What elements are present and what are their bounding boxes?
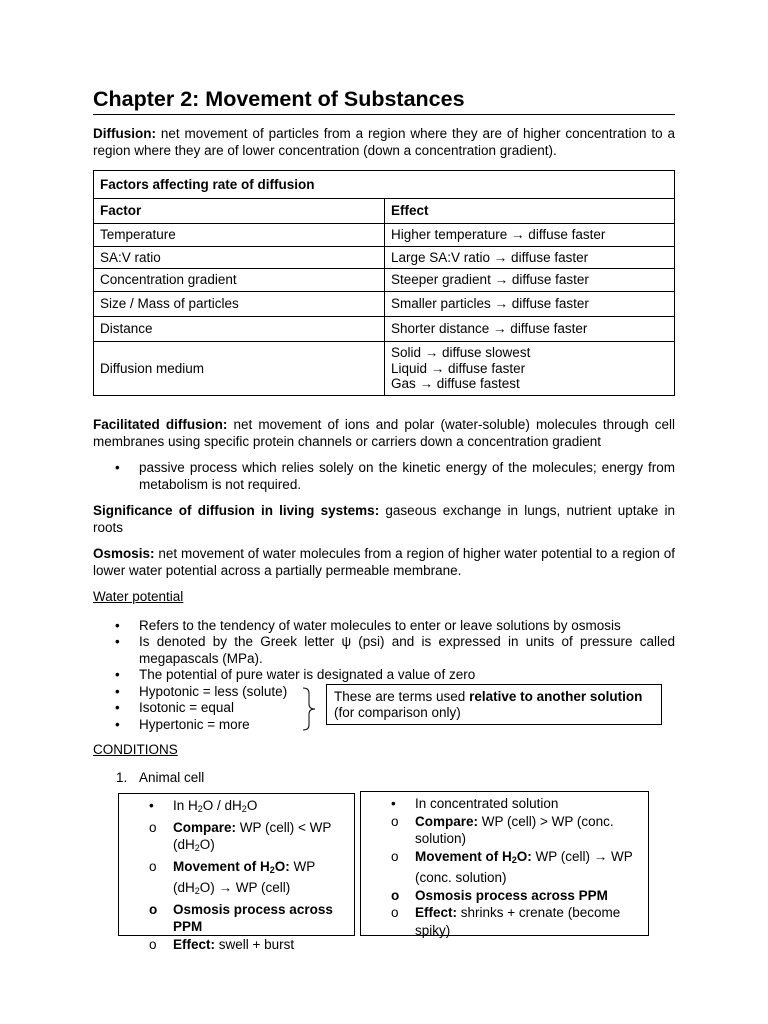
facilitated-term: Facilitated diffusion: [93, 417, 228, 432]
circle-bullet-icon: o [391, 813, 399, 829]
list-item: • In concentrated solution [391, 796, 559, 811]
list-item: • The potential of pure water is designated a value of zero [115, 667, 476, 682]
list-item: • Hypertonic = more [115, 716, 250, 732]
chapter-title: Chapter 2: Movement of Substances [93, 85, 675, 115]
page-content [93, 85, 675, 952]
circle-bullet-icon: o [149, 858, 157, 874]
effect-cell: Solid → diffuse slowest Liquid → diffuse faster Gas → diffuse fastest [385, 342, 675, 396]
list-item: o Compare: WP (cell) > WP (conc. solution) [391, 813, 614, 846]
osmosis-term: Osmosis: [93, 546, 155, 561]
factor-cell: Concentration gradient [94, 269, 385, 292]
effect-cell: Large SA:V ratio → diffuse faster [385, 247, 675, 269]
effect-cell: Smaller particles → diffuse faster [385, 292, 675, 317]
table-caption: Factors affecting rate of diffusion [94, 171, 675, 199]
list-item: o Movement of $H_2O$: WP (cell) → WP (conc. solution) [391, 848, 633, 885]
list-item: o Compare: WP (cell) < WP $(dH_2O)$ [149, 819, 332, 853]
factor-cell: Temperature [94, 224, 385, 247]
circle-bullet-icon: o [391, 848, 399, 864]
curly-brace-icon [301, 687, 317, 731]
factor-cell: Distance [94, 317, 385, 342]
significance-term: Significance of diffusion in living systems: [93, 503, 380, 518]
list-item: o Osmosis process across PPM [391, 887, 608, 903]
table-row [94, 224, 675, 247]
significance-text: Significance of diffusion in living systems: gaseous exchange in lungs, nutrient uptake in roots [93, 503, 675, 535]
conditions-heading: CONDITIONS [93, 742, 178, 757]
table-header-effect: Effect [385, 199, 675, 224]
facilitated-diffusion-definition: Facilitated diffusion: net movement of ions and polar (water-soluble) molecules through cell membranes using specific protein channels or carriers down a concentration gradient [93, 417, 675, 449]
circle-bullet-icon: o [149, 901, 158, 917]
circle-bullet-icon: o [149, 819, 157, 835]
factor-cell: Size / Mass of particles [94, 292, 385, 317]
effect-cell: Shorter distance → diffuse faster [385, 317, 675, 342]
list-item: • Refers to the tendency of water molecules to enter or leave solutions by osmosis [115, 617, 621, 633]
item-number: 1. [116, 769, 128, 785]
list-item: • passive process which relies solely on the kinetic energy of the molecules; energy from metabolism is not required. [115, 460, 675, 492]
table-row [94, 269, 675, 292]
factor-cell: SA:V ratio [94, 247, 385, 269]
list-item: • Is denoted by the Greek letter ψ (psi) and is expressed in units of pressure called megapascals (MPa). [115, 634, 675, 666]
list-item: o Osmosis process across PPM [149, 901, 333, 934]
table-row [94, 292, 675, 317]
list-item: • In $H_2O / dH_2O$ [149, 798, 258, 814]
circle-bullet-icon: o [391, 905, 399, 920]
factors-table [93, 170, 675, 396]
table-row [94, 342, 675, 396]
diffusion-term: Diffusion: [93, 126, 156, 141]
water-potential-list [93, 618, 675, 734]
factor-cell: Diffusion medium [94, 342, 385, 396]
bullet-icon: • [115, 634, 120, 649]
numbered-item [93, 770, 675, 787]
table-row [94, 317, 675, 342]
list-item: o Effect: swell + burst [149, 936, 295, 952]
list-item: • Isotonic = equal [115, 700, 234, 715]
effect-cell: Higher temperature → diffuse faster [385, 224, 675, 247]
relative-terms-note: These are terms used relative to another solution (for comparison only) [326, 684, 662, 725]
osmosis-definition: Osmosis: net movement of water molecules from a region of higher water potential to a region of lower water potential across a partially permeable membrane. [93, 546, 675, 578]
tonicity-group [93, 684, 675, 734]
bullet-icon: • [115, 716, 120, 732]
circle-bullet-icon: o [149, 936, 157, 952]
water-potential-heading: Water potential [93, 589, 184, 604]
table-header-factor: Factor [94, 199, 385, 224]
bullet-icon: • [115, 683, 120, 699]
diffusion-definition: Diffusion: net movement of particles from a region where they are of higher concentration to a region where they are of lower concentration (down a concentration gradient). [93, 126, 675, 158]
bullet-icon: • [115, 460, 120, 475]
bullet-icon: • [149, 798, 154, 813]
dilute-solution-box [118, 793, 355, 952]
bullet-icon: • [115, 667, 120, 682]
list-item: o Movement of $H_2O$: WP $(dH_2O)$ → WP (cell) [149, 858, 316, 896]
animal-cell-comparison [93, 790, 675, 952]
effect-cell: Steeper gradient → diffuse faster [385, 269, 675, 292]
circle-bullet-icon: o [391, 887, 400, 903]
list-item: • Hypotonic = less (solute) [115, 683, 288, 699]
concentrated-solution-box [360, 791, 649, 936]
list-item: o Effect: shrinks + crenate (become spiky) [391, 905, 621, 938]
bullet-icon: • [115, 617, 120, 633]
bullet-icon: • [391, 796, 396, 811]
item-label: Animal cell [139, 769, 205, 785]
bullet-icon: • [115, 700, 120, 715]
table-row [94, 247, 675, 269]
